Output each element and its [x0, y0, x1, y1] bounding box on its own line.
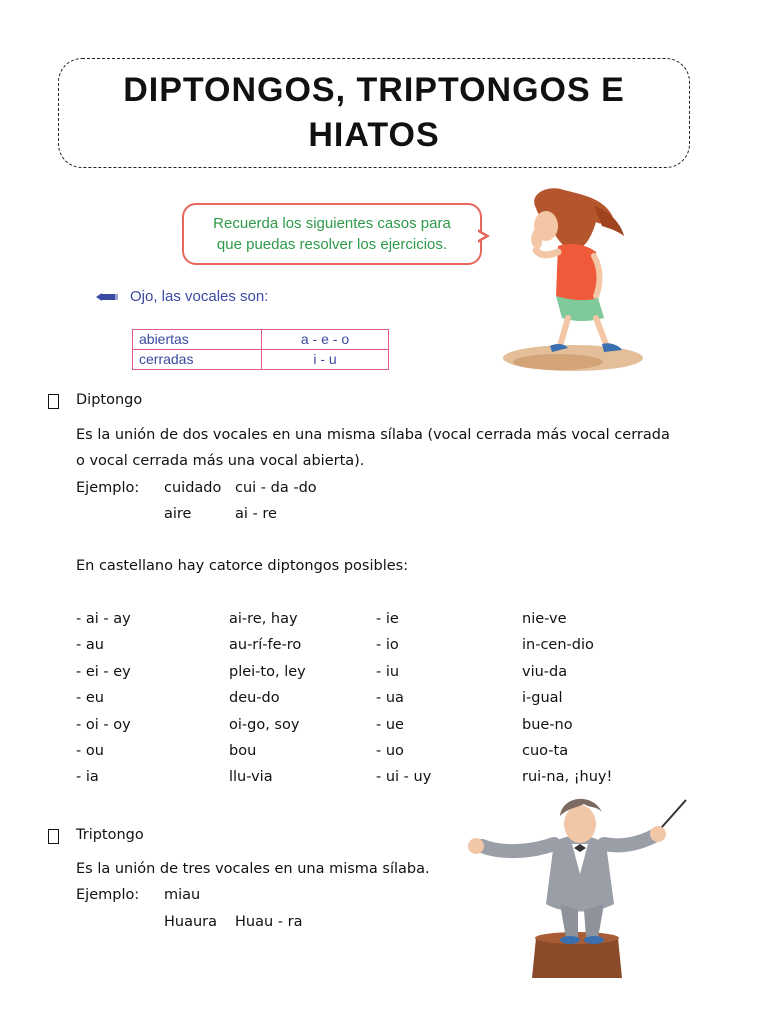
- pair-right-example: in-cen-dio: [522, 637, 594, 653]
- example-word: aire: [164, 506, 192, 522]
- pair-left: - ou: [76, 743, 104, 759]
- pair-right-example: viu-da: [522, 664, 568, 680]
- vowel-type: abiertas: [133, 330, 262, 350]
- vowel-type: cerradas: [133, 350, 262, 370]
- pencil-icon: [96, 292, 118, 302]
- pair-left: - ai - ay: [76, 611, 131, 627]
- triptongo-heading: Triptongo: [76, 827, 144, 843]
- pair-right-example: i-gual: [522, 690, 563, 706]
- pair-right-example: cuo-ta: [522, 743, 569, 759]
- vowel-letters: a - e - o: [262, 330, 389, 350]
- pair-left: - ia: [76, 769, 99, 785]
- diptongo-definition-1: Es la unión de dos vocales en una misma sílaba (vocal cerrada más vocal cerrada: [76, 427, 670, 443]
- pair-right: - ui - uy: [376, 769, 432, 785]
- square-bullet-icon: [48, 829, 59, 844]
- pair-left-example: ai-re, hay: [229, 611, 298, 627]
- girl-illustration: [498, 186, 644, 376]
- conductor-illustration: [462, 792, 692, 984]
- pair-right-example: bue-no: [522, 717, 573, 733]
- title-box: [58, 58, 690, 168]
- bubble-tail-inner: [478, 232, 485, 240]
- bubble-line-1: Recuerda los siguientes casos para: [213, 215, 451, 232]
- diptongo-intro: En castellano hay catorce diptongos posibles:: [76, 558, 409, 574]
- pair-left-example: bou: [229, 743, 257, 759]
- vowels-note: [96, 288, 268, 305]
- example-split: cui - da -do: [235, 480, 317, 496]
- diptongo-example-label: Ejemplo:: [76, 480, 140, 496]
- square-bullet-icon: [48, 394, 59, 409]
- pair-right: - iu: [376, 664, 400, 680]
- pair-right: - ue: [376, 717, 404, 733]
- diptongo-heading: Diptongo: [76, 392, 143, 408]
- example-word: miau: [164, 887, 201, 903]
- pair-left: - oi - oy: [76, 717, 131, 733]
- pair-left: - au: [76, 637, 104, 653]
- vowels-note-label: Ojo, las vocales son:: [130, 288, 269, 305]
- table-row: [133, 350, 389, 370]
- pair-right: - uo: [376, 743, 404, 759]
- reminder-bubble: [182, 203, 482, 265]
- vowels-table: [132, 329, 389, 370]
- pair-right: - io: [376, 637, 399, 653]
- example-split: ai - re: [235, 506, 277, 522]
- pair-left-example: oi-go, soy: [229, 717, 300, 733]
- pair-left-example: plei-to, ley: [229, 664, 306, 680]
- pair-right-example: rui-na, ¡huy!: [522, 769, 613, 785]
- example-word: Huaura: [164, 914, 218, 930]
- table-row: [133, 330, 389, 350]
- triptongo-example-label: Ejemplo:: [76, 887, 140, 903]
- pair-left: - eu: [76, 690, 104, 706]
- pair-left-example: deu-do: [229, 690, 280, 706]
- example-split: Huau - ra: [235, 914, 303, 930]
- pair-right: - ie: [376, 611, 399, 627]
- triptongo-definition: Es la unión de tres vocales en una misma sílaba.: [76, 861, 430, 877]
- pair-left-example: llu-via: [229, 769, 273, 785]
- pair-left-example: au-rí-fe-ro: [229, 637, 302, 653]
- pair-right: - ua: [376, 690, 404, 706]
- page-title: DIPTONGOS, TRIPTONGOS E HIATOS: [123, 71, 625, 154]
- vowel-letters: i - u: [262, 350, 389, 370]
- pair-left: - ei - ey: [76, 664, 131, 680]
- diptongo-definition-2: o vocal cerrada más una vocal abierta).: [76, 453, 365, 469]
- example-word: cuidado: [164, 480, 222, 496]
- pair-right-example: nie-ve: [522, 611, 567, 627]
- bubble-line-2: que puedas resolver los ejercicios.: [216, 236, 448, 253]
